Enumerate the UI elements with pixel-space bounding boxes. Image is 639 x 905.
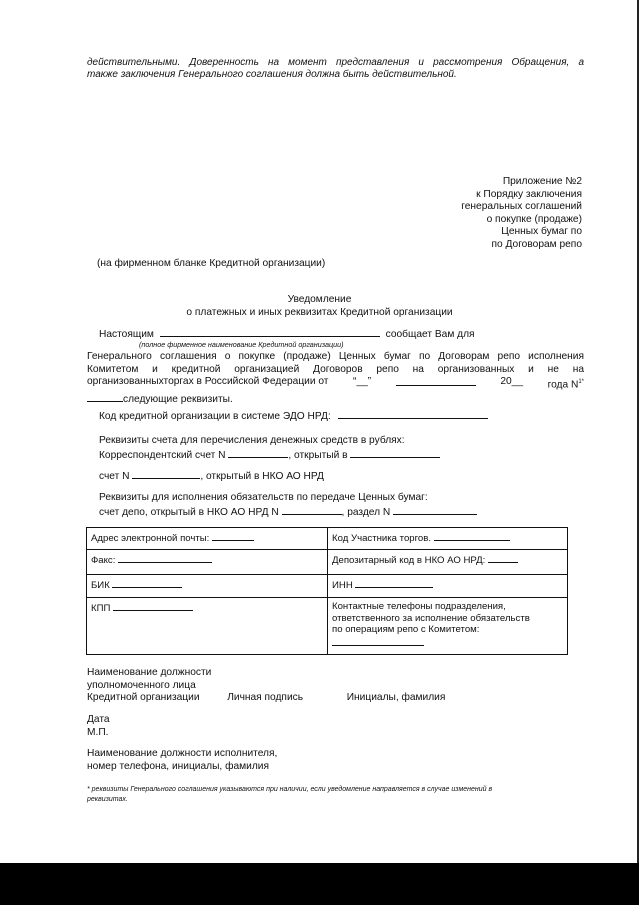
body-paragraph	[87, 351, 584, 406]
kpp-label: КПП	[91, 603, 111, 614]
executor-line-2: номер телефона, инициалы, фамилия	[87, 760, 269, 772]
appendix-line: генеральных соглашений	[461, 201, 582, 212]
date-label: Дата	[87, 714, 110, 725]
edo-code-line	[99, 409, 488, 422]
signature-line-3	[87, 692, 445, 705]
account-field[interactable]	[132, 469, 200, 479]
contacts-field[interactable]	[332, 636, 424, 646]
depo-code-label: Депозитарный код в НКО АО НРД:	[332, 555, 486, 566]
account-details-title: Реквизиты счета для перечисления денежных средств в рублях:	[99, 435, 405, 446]
stamp-label: М.П.	[87, 726, 109, 738]
body-line-3: Комитетом и кредитной организацией Договоров репо на организованных и не на	[87, 363, 584, 375]
opened-nko-label: , открытый в НКО АО НРД	[200, 471, 324, 482]
year-text: 20__	[500, 376, 523, 387]
appendix-header	[461, 176, 582, 251]
present-line	[99, 327, 475, 340]
depo-label: счет депо, открытый в НКО АО НРД N	[99, 506, 279, 518]
edo-code-label: Код кредитной организации в системе ЭДО НРД:	[99, 411, 331, 422]
date-quote: “__”	[353, 376, 372, 387]
corr-account-label: Корреспондентский счет N	[99, 449, 226, 461]
table-row	[87, 528, 568, 550]
depo-code-field[interactable]	[488, 553, 518, 563]
org-name-field[interactable]	[160, 327, 380, 337]
edo-code-field[interactable]	[338, 409, 488, 419]
securities-title: Реквизиты для исполнения обязательств по передаче Ценных бумаг:	[99, 492, 428, 503]
trade-code-cell[interactable]	[328, 528, 568, 550]
trade-code-label: Код Участника торгов.	[332, 533, 432, 544]
body-line-5-text: следующие реквизиты.	[123, 393, 233, 405]
corr-account-field[interactable]	[228, 448, 288, 458]
inn-field[interactable]	[355, 578, 433, 588]
signature-line-1: Наименование должности	[87, 667, 212, 678]
table-row	[87, 575, 568, 598]
body-line-2: Генерального соглашения о покупке (продаже) Ценных бумаг по Договорам репо исполнения	[87, 351, 584, 362]
trade-code-field[interactable]	[434, 531, 510, 541]
kpp-field[interactable]	[113, 601, 193, 611]
kpp-cell[interactable]	[87, 598, 328, 655]
email-label: Адрес электронной почты:	[91, 533, 210, 544]
depo-account-line	[99, 505, 477, 520]
top-paragraph	[87, 57, 584, 80]
corr-account-line	[99, 448, 440, 463]
table-row	[87, 598, 568, 655]
requisites-table	[86, 527, 568, 655]
email-cell[interactable]	[87, 528, 328, 550]
fax-field[interactable]	[118, 553, 212, 563]
notice-title-line-2: о платежных и иных реквизитах Кредитной организации	[186, 307, 453, 318]
body-line-4	[87, 376, 584, 392]
letterhead-note: (на фирменном бланке Кредитной организации)	[97, 258, 326, 269]
date-block	[87, 714, 110, 739]
body-line-4a: организованныхторгах в Российской Федерации от	[87, 376, 329, 387]
footnote-mark: 1*	[578, 379, 584, 385]
footnote-line-2: реквизитах.	[87, 795, 128, 803]
executor-block	[87, 748, 277, 773]
initials-label: Инициалы, фамилия	[346, 692, 446, 703]
account-label: счет N	[99, 471, 130, 482]
appendix-title: Приложение №2	[502, 176, 582, 187]
appendix-line: Ценных бумаг по	[501, 226, 582, 237]
fax-label: Факс:	[91, 555, 116, 566]
notice-title	[0, 293, 639, 319]
body-line-5	[87, 392, 584, 407]
executor-line-1: Наименование должности исполнителя,	[87, 748, 278, 759]
appendix-line: к Порядку заключения	[476, 188, 582, 200]
depo-code-cell[interactable]	[328, 550, 568, 575]
signature-block	[87, 667, 445, 705]
email-field[interactable]	[212, 531, 254, 541]
appendix-line: о покупке (продаже)	[486, 213, 582, 225]
top-paragraph-line-1: действительными. Доверенность на момент представления и рассмотрения Обращения, а	[87, 57, 584, 68]
reports-text: сообщает Вам для	[385, 329, 475, 340]
contacts-line-1: Контактные телефоны подразделения,	[332, 601, 506, 612]
bank-name-field[interactable]	[350, 448, 440, 458]
top-paragraph-line-2: также заключения Генерального соглашения должна быть действительной.	[87, 69, 457, 80]
securities-details	[99, 492, 477, 519]
footnote-line-1: * реквизиты Генерального соглашения указываются при наличии, если уведомление направляется в случае изменений в	[87, 786, 493, 793]
scan-bottom-edge	[0, 863, 639, 905]
present-label: Настоящим	[99, 329, 154, 340]
section-field[interactable]	[393, 505, 477, 515]
bik-field[interactable]	[112, 578, 182, 588]
bik-cell[interactable]	[87, 575, 328, 598]
footnote	[87, 785, 492, 804]
date-month-field[interactable]	[396, 376, 476, 386]
contacts-line-2: ответственного за исполнение обязательств	[332, 612, 530, 624]
fax-cell[interactable]	[87, 550, 328, 575]
settlement-account-line	[99, 469, 324, 482]
signature-line-3-text: Кредитной организации	[87, 692, 200, 703]
agreement-number-field[interactable]	[87, 392, 123, 402]
signature-line-2: уполномоченного лица	[87, 679, 196, 691]
bik-label: БИК	[91, 580, 110, 591]
opened-in-label: , открытый в	[288, 449, 348, 461]
personal-signature-label: Личная подпись	[227, 692, 304, 703]
depo-account-field[interactable]	[282, 505, 342, 515]
contacts-cell[interactable]	[328, 598, 568, 655]
contacts-line-3: по операциям репо с Комитетом:	[332, 624, 480, 635]
body-line-4b: года N	[547, 379, 579, 391]
inn-label: ИНН	[332, 580, 353, 591]
org-name-hint: (полное фирменное наименование Кредитной организации)	[139, 340, 344, 349]
appendix-line: по Договорам репо	[491, 238, 582, 250]
section-label: , раздел N	[341, 506, 391, 518]
notice-title-line-1: Уведомление	[287, 294, 352, 305]
account-details	[99, 435, 440, 462]
inn-cell[interactable]	[328, 575, 568, 598]
table-row	[87, 550, 568, 575]
